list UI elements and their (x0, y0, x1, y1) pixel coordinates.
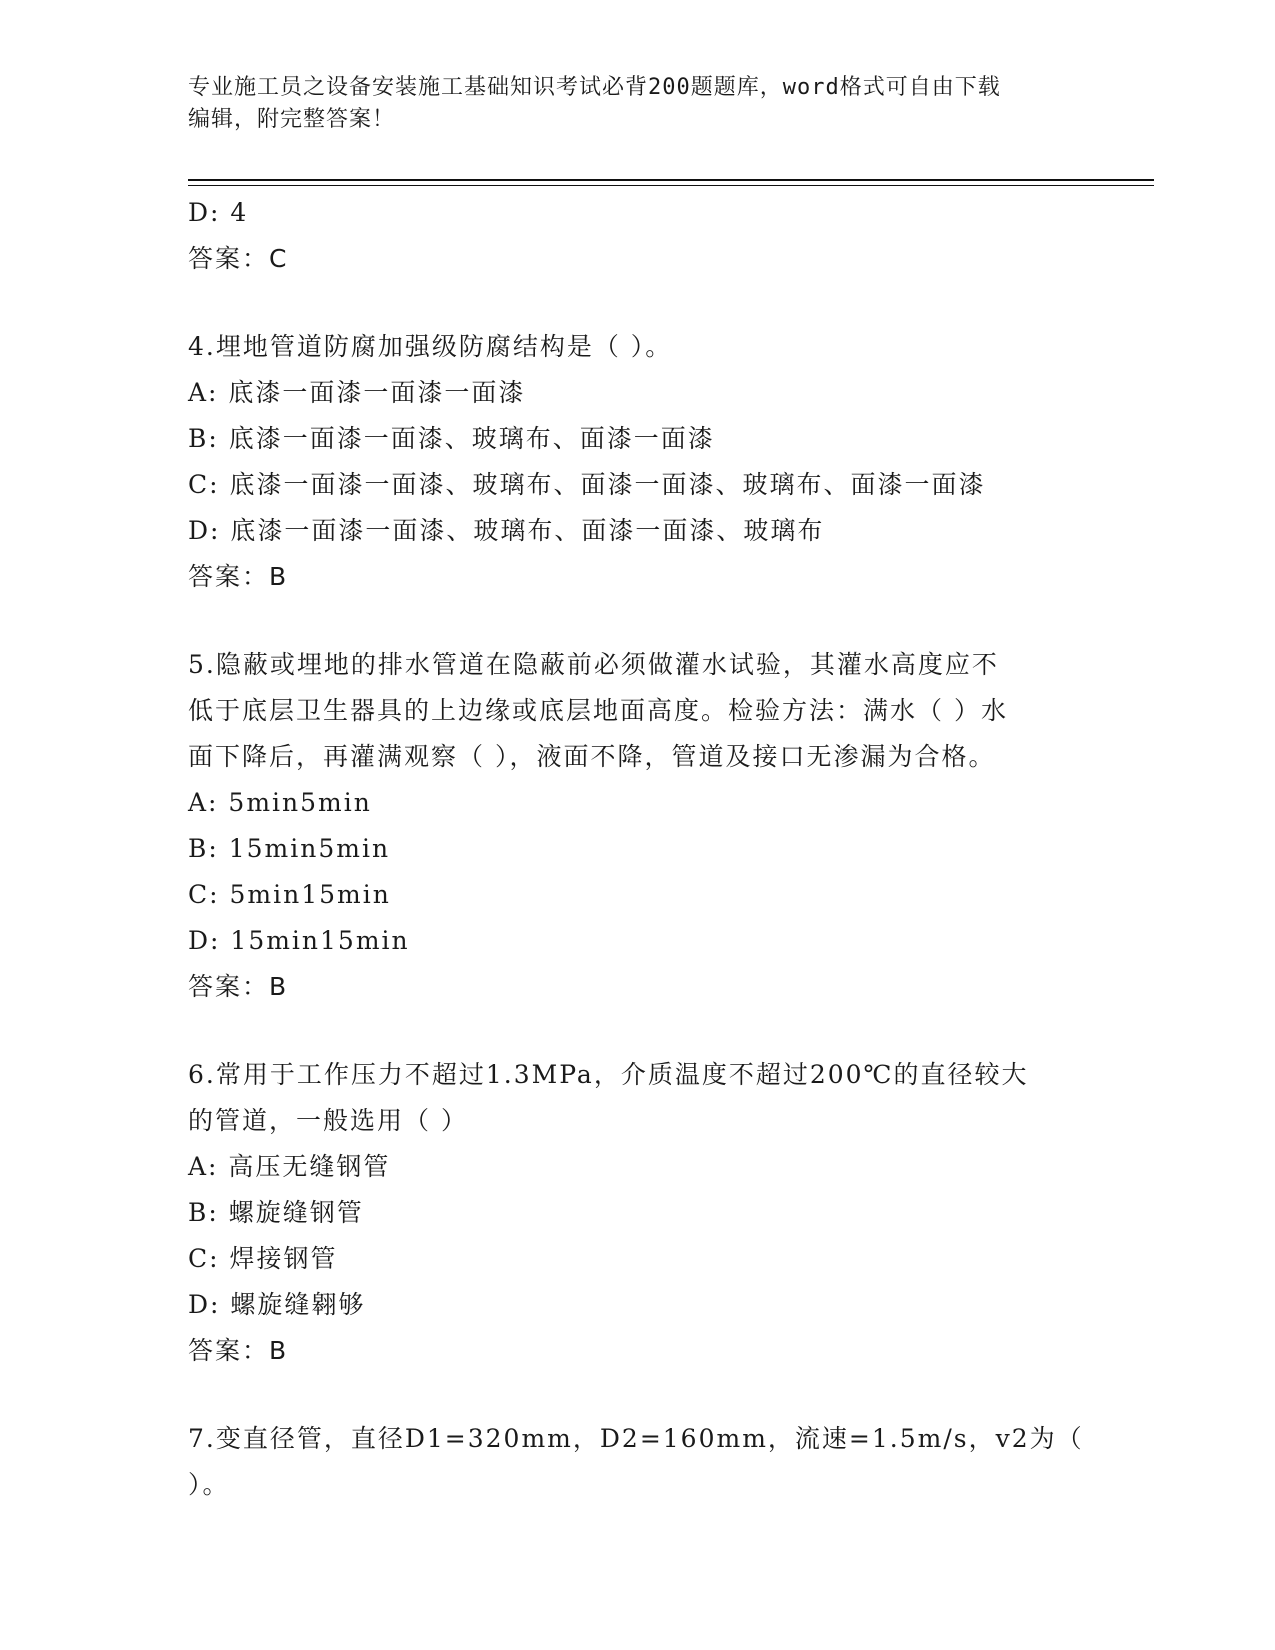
question-stem: 4.埋地管道防腐加强级防腐结构是（ ）。 (188, 332, 673, 361)
question-stem: 6.常用于工作压力不超过1.3MPa，介质温度不超过200℃的直径较大 (188, 1060, 1029, 1089)
question-stem: 5.隐蔽或埋地的排水管道在隐蔽前必须做灌水试验，其灌水高度应不 (188, 650, 999, 679)
option-a: A: 5min5min (188, 788, 372, 817)
answer-line: 答案：B (188, 972, 289, 1001)
option-d: D: 4 (188, 198, 249, 227)
question-4 (188, 324, 1088, 600)
spacer (188, 282, 1088, 324)
option-d: D: 底漆一面漆一面漆、玻璃布、面漆一面漆、玻璃布 (188, 516, 825, 545)
option-d: D: 螺旋缝翱够 (188, 1290, 366, 1319)
option-d: D: 15min15min (188, 926, 410, 955)
question-stem: 7.变直径管，直径D1=320mm，D2=160mm，流速=1.5m/s，v2为（ ）。 (188, 1424, 1084, 1499)
question-stem: 的管道，一般选用（ ） (188, 1106, 468, 1135)
question-stem: 面下降后，再灌满观察（ ），液面不降，管道及接口无渗漏为合格。 (188, 742, 996, 771)
answer-line: 答案：C (188, 244, 289, 273)
answer-line: 答案：B (188, 562, 289, 591)
answer-line: 答案：B (188, 1336, 289, 1365)
header-line-1: 专业施工员之设备安装施工基础知识考试必背200题题库，word格式可自由下载 (188, 75, 1001, 100)
header-rule-thin (188, 185, 1154, 186)
question-5 (188, 642, 1088, 1010)
option-c: C: 底漆一面漆一面漆、玻璃布、面漆一面漆、玻璃布、面漆一面漆 (188, 470, 986, 499)
option-a: A: 高压无缝钢管 (188, 1152, 391, 1181)
question-list (188, 190, 1088, 1508)
question-7 (188, 1416, 1088, 1508)
spacer (188, 1374, 1088, 1416)
option-b: B: 螺旋缝钢管 (188, 1198, 364, 1227)
option-c: C: 焊接钢管 (188, 1244, 338, 1273)
document-header (188, 72, 1088, 136)
option-c: C: 5min15min (188, 880, 391, 909)
question-6 (188, 1052, 1088, 1374)
option-b: B: 底漆一面漆一面漆、玻璃布、面漆一面漆 (188, 424, 715, 453)
spacer (188, 600, 1088, 642)
header-rule-thick (188, 179, 1154, 181)
spacer (188, 1010, 1088, 1052)
header-line-2: 编辑，附完整答案！ (188, 107, 396, 132)
option-a: A: 底漆一面漆一面漆一面漆 (188, 378, 526, 407)
option-b: B: 15min5min (188, 834, 391, 863)
question-stem: 低于底层卫生器具的上边缘或底层地面高度。检验方法：满水（ ）水 (188, 696, 1008, 725)
